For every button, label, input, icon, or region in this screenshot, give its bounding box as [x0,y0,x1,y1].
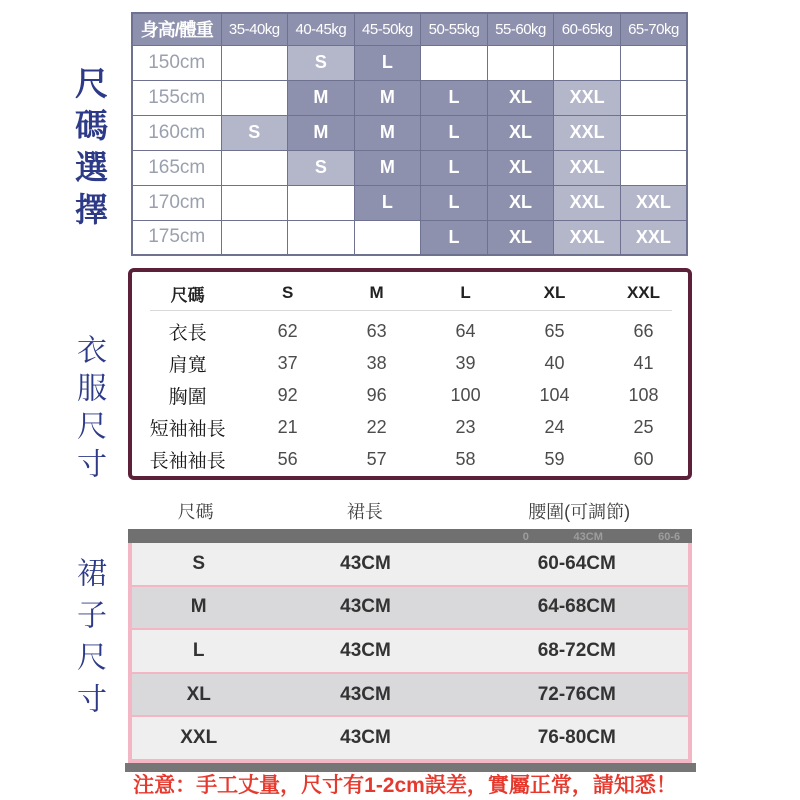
height-label: 155cm [132,80,221,115]
weight-range-header: 60-65kg [554,13,621,45]
grid-corner-header: 身高/體重 [132,13,221,45]
skirt-table-row [132,543,688,585]
grid-row [132,185,687,220]
skirt-column-header: 腰圍(可調節) [528,502,631,522]
skirt-waist-value: 68-72CM [537,639,616,661]
measurement-value: 40 [544,352,565,373]
measurement-value: 63 [366,320,387,341]
header-divider-line [150,310,672,311]
recommended-size-cell: L [421,185,488,220]
clothing-table-row [132,315,688,347]
height-label: 175cm [132,220,221,255]
empty-size-cell [354,220,421,255]
empty-size-cell [221,150,288,185]
empty-size-cell [221,220,288,255]
recommended-size-cell: S [288,150,355,185]
skirt-size-value: S [192,552,206,574]
empty-size-cell [421,45,488,80]
measurement-label: 肩寬 [168,354,207,376]
cropped-text-fragment: 60-6 [658,531,681,543]
section-label-size-selection: 尺碼選擇 [71,66,108,234]
measurement-value: 62 [277,320,298,341]
measurement-note: 注意：手工丈量，尺寸有1-2cm誤差，實屬正常，請知悉！ [133,774,677,797]
measurement-value: 59 [544,448,565,469]
recommended-size-cell: L [421,220,488,255]
grid-header-row [132,13,687,45]
clothing-column-header: M [369,283,384,302]
empty-size-cell [288,185,355,220]
measurement-value: 108 [628,384,659,405]
skirt-waist-value: 64-68CM [537,596,616,618]
recommended-size-cell: M [288,115,355,150]
empty-size-cell [288,220,355,255]
recommended-size-cell: XL [487,115,554,150]
empty-size-cell [221,80,288,115]
height-weight-size-grid [131,12,688,256]
cropped-text-fragment: 43CM [573,531,603,543]
weight-range-header: 45-50kg [354,13,421,45]
skirt-size-value: L [192,639,205,661]
grid-row [132,115,687,150]
measurement-value: 64 [455,320,476,341]
measurement-value: 56 [277,448,298,469]
skirt-table-body [132,543,688,759]
recommended-size-cell: XXL [554,150,621,185]
grid-row [132,220,687,255]
skirt-length-value: 43CM [340,639,391,661]
measurement-value: 37 [277,352,298,373]
skirt-size-value: M [190,596,207,618]
clothing-table-body [132,315,688,475]
measurement-value: 39 [455,352,476,373]
measurement-value: 66 [633,320,654,341]
recommended-size-cell: XXL [554,185,621,220]
clothing-table-header-row [132,278,688,308]
recommended-size-cell: S [288,45,355,80]
skirt-waist-value: 76-80CM [537,727,616,749]
measurement-value: 24 [544,416,565,437]
recommended-size-cell: M [354,150,421,185]
clothing-column-header: 尺碼 [170,285,205,305]
recommended-size-cell: L [421,80,488,115]
recommended-size-cell: XL [487,220,554,255]
skirt-table-row [132,674,688,716]
skirt-size-table [128,529,692,763]
measurement-value: 57 [366,448,387,469]
recommended-size-cell: L [354,185,421,220]
skirt-table-header-row [128,494,692,528]
weight-range-header: 65-70kg [620,13,687,45]
recommended-size-cell: S [221,115,288,150]
section-label-clothing-size: 衣服尺寸 [72,334,105,486]
recommended-size-cell: L [421,115,488,150]
measurement-value: 100 [450,384,481,405]
grid-row [132,150,687,185]
empty-size-cell [221,185,288,220]
recommended-size-cell: XL [487,185,554,220]
skirt-length-value: 43CM [340,727,391,749]
measurement-value: 23 [455,416,476,437]
clothing-column-header: XXL [626,283,660,302]
skirt-column-header: 裙長 [346,502,383,522]
empty-size-cell [620,150,687,185]
skirt-table-row [132,717,688,759]
recommended-size-cell: XL [487,150,554,185]
measurement-label: 短袖袖長 [149,418,226,440]
height-label: 165cm [132,150,221,185]
clothing-column-header: L [460,283,471,302]
measurement-value: 22 [366,416,387,437]
skirt-waist-value: 60-64CM [537,552,616,574]
recommended-size-cell: M [354,115,421,150]
measurement-value: 25 [633,416,654,437]
empty-size-cell [620,80,687,115]
grid-row [132,45,687,80]
empty-size-cell [554,45,621,80]
skirt-length-value: 43CM [340,683,391,705]
recommended-size-cell: XXL [554,220,621,255]
measurement-value: 41 [633,352,654,373]
skirt-table-row [132,587,688,629]
skirt-table-row [132,630,688,672]
measurement-value: 65 [544,320,565,341]
recommended-size-cell: M [288,80,355,115]
measurement-value: 21 [277,416,298,437]
skirt-column-header: 尺碼 [177,502,214,522]
recommended-size-cell: XXL [620,185,687,220]
empty-size-cell [487,45,554,80]
recommended-size-cell: L [421,150,488,185]
recommended-size-cell: XL [487,80,554,115]
recommended-size-cell: L [354,45,421,80]
skirt-size-value: XXL [180,727,218,749]
cropped-row-remnant-bar [128,529,692,543]
measurement-value: 60 [633,448,654,469]
measurement-value: 96 [366,384,387,405]
measurement-label: 長袖袖長 [149,450,226,472]
weight-range-header: 55-60kg [487,13,554,45]
measurement-label: 胸圍 [168,386,207,408]
empty-size-cell [221,45,288,80]
clothing-size-table [128,268,692,480]
skirt-size-value: XL [186,683,211,705]
clothing-column-header: S [281,283,294,302]
clothing-table-row [132,411,688,443]
clothing-column-header: XL [543,283,566,302]
skirt-length-value: 43CM [340,596,391,618]
recommended-size-cell: XXL [554,80,621,115]
recommended-size-cell: XXL [554,115,621,150]
clothing-table-row [132,379,688,411]
skirt-waist-value: 72-76CM [537,683,616,705]
weight-range-header: 35-40kg [221,13,288,45]
measurement-value: 92 [277,384,298,405]
measurement-label: 衣長 [168,322,207,344]
measurement-value: 58 [455,448,476,469]
recommended-size-cell: M [354,80,421,115]
measurement-value: 104 [539,384,570,405]
grid-row [132,80,687,115]
clothing-table-row [132,443,688,475]
cropped-text-fragment: 0 [522,531,529,543]
empty-size-cell [620,45,687,80]
height-label: 160cm [132,115,221,150]
skirt-length-value: 43CM [340,552,391,574]
measurement-value: 38 [366,352,387,373]
height-label: 150cm [132,45,221,80]
clothing-table-row [132,347,688,379]
recommended-size-cell: XXL [620,220,687,255]
empty-size-cell [620,115,687,150]
height-label: 170cm [132,185,221,220]
weight-range-header: 40-45kg [288,13,355,45]
section-label-skirt-size: 裙子尺寸 [72,557,105,725]
weight-range-header: 50-55kg [421,13,488,45]
